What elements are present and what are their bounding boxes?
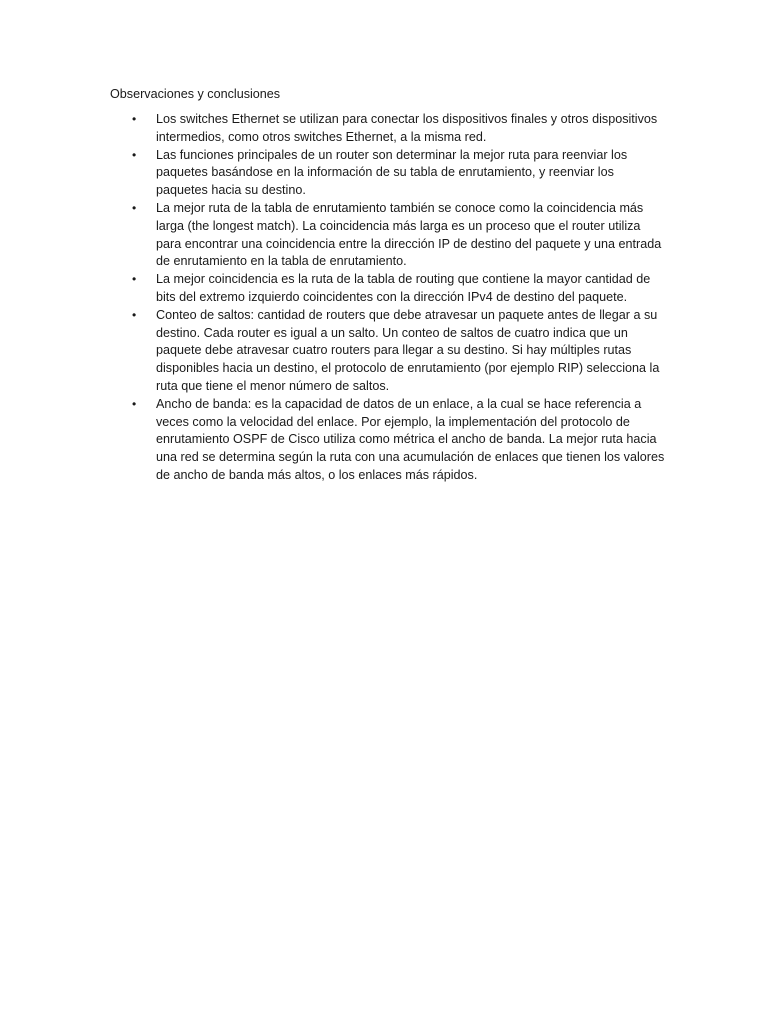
document-body [110,86,665,485]
list-item-text: La mejor ruta de la tabla de enrutamiento también se conoce como la coincidencia más larga (the longest match). La coincidencia más larga es un proceso que el router utiliza para encontrar una coincidencia entre la dirección IP de destino del paquete y una entrada de enrutamiento en la tabla de enrutamiento. [156,200,662,269]
list-item-text: Los switches Ethernet se utilizan para conectar los dispositivos finales y otros dispositivos intermedios, como otros switches Ethernet, a la misma red. [156,112,658,144]
list-item [110,200,665,271]
list-item-text: Conteo de saltos: cantidad de routers que debe atravesar un paquete antes de llegar a su destino. Cada router es igual a un salto. Un conteo de saltos de cuatro indica que un paquete debe atravesar cuatro routers para llegar a su destino. Si hay múltiples rutas disponibles hacia un destino, el protocolo de enrutamiento (por ejemplo RIP) selecciona la ruta que tiene el menor número de saltos. [156,307,660,393]
list-item-text: Ancho de banda: es la capacidad de datos de un enlace, a la cual se hace referencia a veces como la velocidad del enlace. Por ejemplo, la implementación del protocolo de enrutamiento OSPF de Cisco utiliza como métrica el ancho de banda. La mejor ruta hacia una red se determina según la ruta con una acumulación de enlaces que tienen los valores de ancho de banda más altos, o los enlaces más rápidos. [156,396,665,482]
section-heading: Observaciones y conclusiones [110,87,281,101]
bullet-icon: • [132,396,137,411]
bullet-icon: • [132,112,137,126]
list-item-text: Las funciones principales de un router son determinar la mejor ruta para reenviar los paquetes basándose en la información de su tabla de enrutamiento, y reenviar los paquetes hacia su destino. [156,147,628,198]
bullet-icon: • [132,272,137,287]
list-item [110,111,665,147]
list-item [110,271,665,307]
bullet-icon: • [132,147,137,162]
list-item [110,307,665,396]
bullet-icon: • [132,200,137,215]
list-item-text: La mejor coincidencia es la ruta de la tabla de routing que contiene la mayor cantidad de bits del extremo izquierdo coincidentes con la dirección IPv4 de destino del paquete. [156,272,651,304]
bullet-list [110,111,665,485]
list-item [110,147,665,200]
list-item [110,396,665,485]
bullet-icon: • [132,307,137,322]
